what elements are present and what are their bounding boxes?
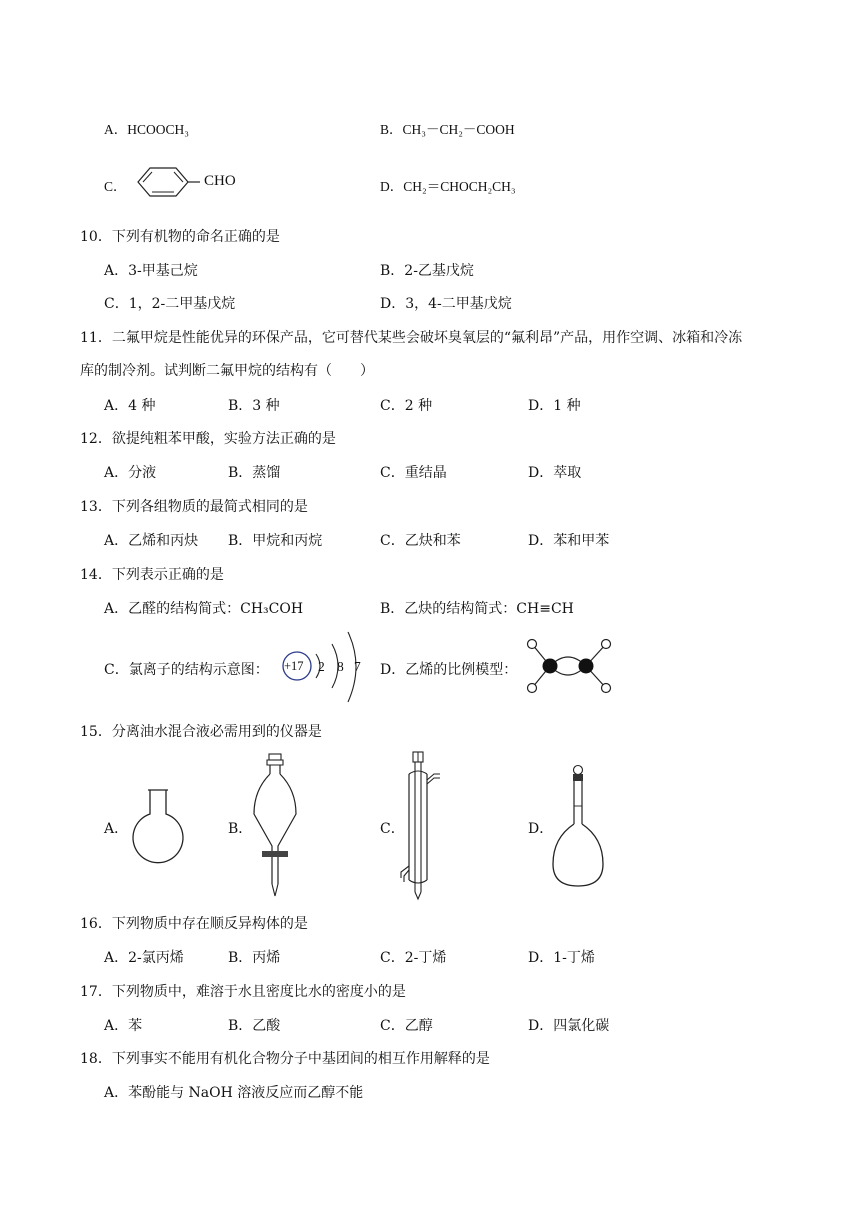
q17-option-a: A．苯	[104, 1018, 143, 1034]
separatory-funnel-icon	[250, 752, 300, 900]
q17-stem: 17．下列物质中，难溶于水且密度比水的密度小的是	[80, 984, 406, 1000]
condenser-tube-icon	[400, 752, 444, 900]
q16-option-c: C．2-丁烯	[380, 950, 447, 966]
q12-option-d: D．萃取	[528, 465, 582, 481]
q15-option-a: A．	[104, 821, 129, 837]
q12-option-b: B．蒸馏	[228, 465, 281, 481]
q14-option-c: C．氯离子的结构示意图：	[104, 662, 269, 678]
q9-option-d: D．CH₂＝CHOCH₂CH₃	[380, 179, 516, 194]
q9-option-c-label: C．	[104, 179, 127, 194]
chlorine-nucleus-label: +17	[284, 659, 304, 673]
q17-option-b: B．乙酸	[228, 1018, 281, 1034]
q15-stem: 15．分离油水混合液必需用到的仪器是	[80, 724, 322, 740]
q11-option-b: B．3 种	[228, 398, 280, 414]
q18-option-a: A．苯酚能与 NaOH 溶液反应而乙醇不能	[104, 1085, 364, 1101]
chlorine-shell-1: 2	[318, 659, 325, 674]
q13-stem: 13．下列各组物质的最简式相同的是	[80, 499, 308, 515]
q13-option-c: C．乙炔和苯	[380, 533, 461, 549]
round-bottom-flask-icon	[128, 786, 188, 862]
q11-option-d: D．1 种	[528, 398, 581, 414]
chlorine-shell-2: 8	[337, 659, 344, 674]
q14-stem: 14．下列表示正确的是	[80, 567, 224, 583]
q16-option-a: A．2-氯丙烯	[104, 950, 184, 966]
q9-option-b: B．CH₃－CH₂－COOH	[380, 122, 515, 137]
benzene-ring-icon	[128, 162, 208, 202]
q14-option-d: D．乙烯的比例模型：	[380, 662, 518, 678]
q11-stem-line2: 库的制冷剂。试判断二氟甲烷的结构有（ ）	[80, 363, 374, 379]
q15-option-b: B．	[228, 821, 253, 837]
q10-option-c: C．1，2-二甲基戊烷	[104, 296, 236, 312]
q13-option-a: A．乙烯和丙炔	[104, 533, 199, 549]
q18-stem: 18．下列事实不能用有机化合物分子中基团间的相互作用解释的是	[80, 1051, 490, 1067]
q15-option-c: C．	[380, 821, 405, 837]
q16-option-b: B．丙烯	[228, 950, 281, 966]
q10-stem: 10．下列有机物的命名正确的是	[80, 229, 280, 245]
q12-option-c: C．重结晶	[380, 465, 447, 481]
q17-option-c: C．乙醇	[380, 1018, 433, 1034]
q9-option-c-cho: CHO	[204, 173, 236, 189]
q15-option-d: D．	[528, 821, 554, 837]
q16-option-d: D．1-丁烯	[528, 950, 595, 966]
q17-option-d: D．四氯化碳	[528, 1018, 610, 1034]
q10-option-a: A．3-甲基己烷	[104, 263, 198, 279]
ethylene-model-icon	[522, 636, 616, 698]
q16-stem: 16．下列物质中存在顺反异构体的是	[80, 916, 308, 932]
q10-option-d: D．3，4-二甲基戊烷	[380, 296, 512, 312]
q9-option-a: A．HCOOCH₃	[104, 122, 189, 137]
q12-option-a: A．分液	[104, 465, 157, 481]
q13-option-d: D．苯和甲苯	[528, 533, 610, 549]
q10-option-b: B．2-乙基戊烷	[380, 263, 474, 279]
q12-stem: 12．欲提纯粗苯甲酸，实验方法正确的是	[80, 431, 336, 447]
q11-option-c: C．2 种	[380, 398, 433, 414]
q11-stem-line1: 11．二氟甲烷是性能优异的环保产品，它可替代某些会破坏臭氧层的“氟利昂”产品，用作空调、冰箱和冷冻	[80, 330, 743, 346]
volumetric-flask-icon	[550, 764, 606, 890]
q11-option-a: A．4 种	[104, 398, 156, 414]
q13-option-b: B．甲烷和丙烷	[228, 533, 323, 549]
q14-option-a: A．乙醛的结构简式：CH₃COH	[104, 601, 304, 617]
q14-option-b: B．乙炔的结构简式：CH≡CH	[380, 601, 574, 617]
chlorine-shell-3: 7	[354, 659, 361, 674]
